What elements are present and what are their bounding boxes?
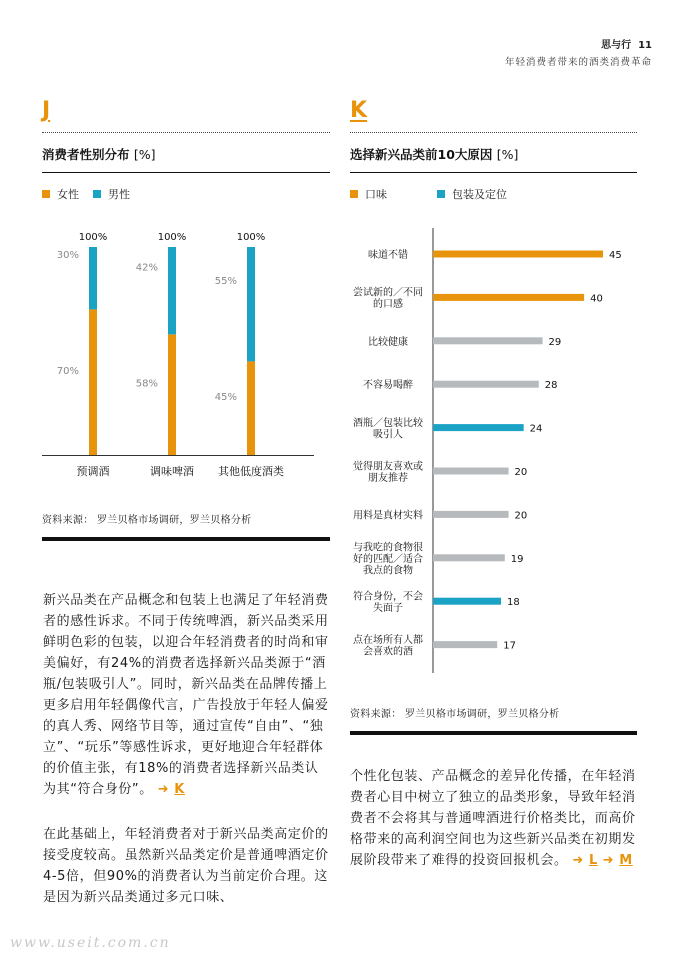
bar-reason-4 (433, 381, 539, 388)
bar-reason-8 (433, 554, 505, 561)
chart-j-title-text: 消费者性别分布 (42, 147, 130, 162)
legend-label-taste: 口味 (365, 188, 387, 201)
link-to-m[interactable]: ➜ M (602, 853, 633, 868)
header-section: 思与行 (601, 40, 632, 51)
bar-female-3 (247, 361, 255, 455)
body-paragraph-2: 在此基础上，年轻消费者对于新兴品类高定价的接受度较高。虽然新兴品类定价是普通啤酒定价4-5倍，但90%的消费者认为当前定价合理。这是因为新兴品类通过多元口味、 (43, 827, 329, 905)
value-label: 28 (544, 380, 558, 392)
value-label-male: 42% (135, 262, 158, 274)
chart-j-title (42, 145, 156, 163)
panel-letter-j: J (42, 98, 51, 123)
legend-label-male: 男性 (108, 188, 130, 201)
bar-reason-1 (433, 251, 603, 258)
value-label-female: 45% (214, 392, 237, 404)
source-note-j: 资料来源： 罗兰贝格市场调研，罗兰贝格分析 (42, 515, 252, 526)
value-label-male: 55% (214, 276, 237, 288)
section-rule (42, 537, 330, 541)
category-label: 不容易喝醉 (363, 380, 413, 392)
bar-reason-6 (433, 468, 509, 475)
bar-reason-10 (433, 641, 497, 648)
total-label: 100% (157, 232, 187, 243)
bar-female-1 (89, 309, 97, 455)
category-label: 尝试新的／不同的口感 (353, 287, 423, 311)
dotted-divider (42, 132, 330, 133)
category-label: 点在场所有人都会喜欢的酒 (353, 634, 423, 658)
value-label: 40 (590, 293, 603, 305)
category-label: 酒瓶／包装比较吸引人 (353, 417, 423, 441)
legend-label-packaging: 包装及定位 (452, 188, 507, 201)
value-label: 20 (514, 467, 528, 478)
legend-swatch-female (42, 190, 50, 198)
legend-swatch-male (93, 190, 101, 198)
section-rule (350, 731, 637, 735)
chart-j-legend (42, 186, 130, 202)
gender-distribution-chart (42, 225, 330, 485)
chart-k-legend (350, 186, 507, 202)
bar-male-3 (247, 247, 255, 361)
category-label: 与我吃的食物很好的匹配／适合我点的食物 (353, 542, 423, 577)
category-label: 比较健康 (368, 336, 408, 348)
value-label: 18 (507, 597, 520, 609)
value-label-female: 58% (135, 378, 158, 390)
running-header (601, 36, 652, 51)
category-label: 预调酒 (76, 465, 110, 478)
value-label-male: 30% (56, 250, 79, 262)
category-label: 符合身份，不会失面子 (353, 591, 423, 614)
link-k-label: K (174, 782, 185, 797)
chart-k-unit: [%] (496, 147, 519, 162)
link-to-l[interactable]: ➜ L (572, 853, 598, 868)
page-number: 11 (638, 40, 652, 51)
legend-label-female: 女性 (57, 188, 79, 201)
legend-swatch-packaging (437, 190, 445, 198)
title-rule (42, 172, 330, 173)
value-label: 29 (548, 336, 562, 348)
bar-female-2 (168, 334, 176, 455)
source-note-k: 资料来源： 罗兰贝格市场调研，罗兰贝格分析 (350, 709, 560, 720)
bar-reason-2 (433, 294, 584, 301)
title-rule (350, 172, 637, 173)
paragraph-3-text: 个性化包装、产品概念的差异化传播，在年轻消费者心目中树立了独立的品类形象，导致年轻消费者不会将其与普通啤酒进行价格类比，而高价格带来的高利润空间也为这些新兴品类在初期发展阶段带来了难得的投资回报机会。 (350, 769, 636, 868)
bar-reason-9 (433, 598, 501, 605)
value-label: 24 (529, 423, 543, 435)
category-label: 其他低度酒类 (218, 465, 284, 478)
watermark: www.useit.com.cn (10, 935, 171, 951)
bar-reason-5 (433, 424, 524, 431)
chart-k-title (350, 145, 518, 163)
category-label: 用料是真材实料 (353, 510, 423, 522)
top10-reasons-chart (340, 228, 640, 673)
bar-male-1 (89, 247, 97, 309)
body-paragraph-1 (43, 590, 331, 800)
legend-swatch-taste (350, 190, 358, 198)
total-label: 100% (236, 232, 266, 243)
link-to-k[interactable]: ➜ K (157, 782, 185, 797)
link-m-label: M (619, 853, 633, 868)
category-label: 味道不错 (368, 250, 408, 261)
category-label: 觉得朋友喜欢或朋友推荐 (353, 461, 423, 484)
value-label: 20 (514, 510, 528, 522)
bar-reason-7 (433, 511, 509, 518)
link-l-label: L (588, 853, 598, 868)
total-label: 100% (78, 232, 108, 243)
value-label: 19 (510, 553, 524, 565)
panel-letter-k: K (350, 98, 368, 123)
category-label: 调味啤酒 (150, 465, 194, 478)
chart-k-title-text: 选择新兴品类前10大原因 (350, 147, 493, 162)
body-paragraph-3 (350, 766, 638, 871)
chart-j-unit: [%] (133, 147, 156, 162)
bar-reason-3 (433, 337, 543, 344)
header-subtitle: 年轻消费者带来的酒类消费革命 (504, 57, 652, 68)
value-label: 45 (609, 250, 622, 261)
paragraph-1-text: 新兴品类在产品概念和包装上也满足了年轻消费者的感性诉求。不同于传统啤酒，新兴品类采用鲜明色彩的包装，以迎合年轻消费者的时尚和审美偏好，有24%的消费者选择新兴品类源于“酒瓶/包装吸引人”。同时，新兴品类在品牌传播上更多启用年轻偶像代言，广告投放于年轻人偏爱的真人秀、网络节目等，通过宣传“自由”、“独立”、“玩乐”等感性诉求，更好地迎合年轻群体的价值主张，有18%的消费者选择新兴品类认为其“符合身份”。 (43, 593, 329, 797)
dotted-divider (350, 132, 637, 133)
value-label-female: 70% (56, 366, 79, 378)
bar-male-2 (168, 247, 176, 334)
value-label: 17 (503, 640, 516, 652)
